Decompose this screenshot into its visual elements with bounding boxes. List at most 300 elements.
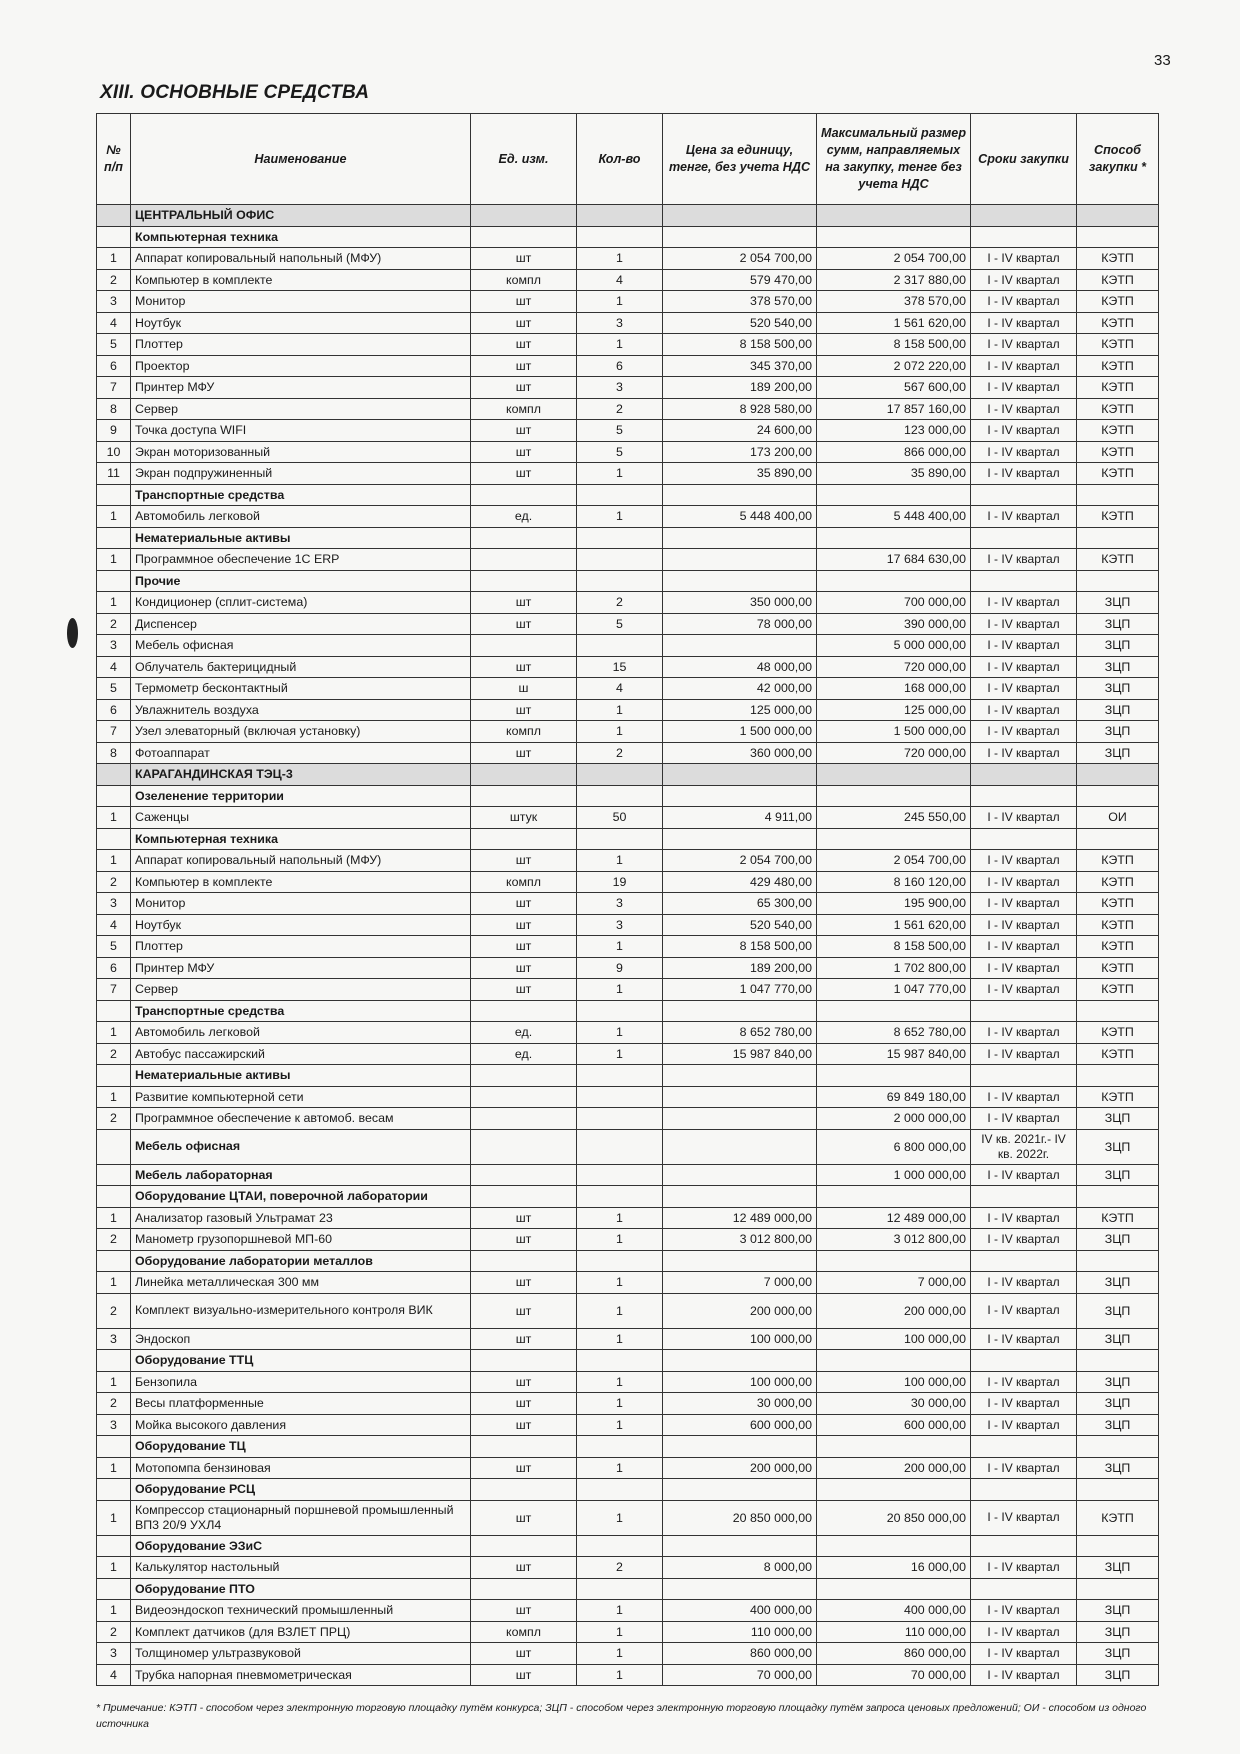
cell-price (663, 1578, 817, 1600)
cell-price: 35 890,00 (663, 463, 817, 485)
table-row (97, 355, 1159, 377)
cell-qty: 1 (577, 1500, 663, 1535)
cell-total: 2 000 000,00 (817, 1108, 971, 1130)
cell-total: 69 849 180,00 (817, 1086, 971, 1108)
table-row (97, 678, 1159, 700)
cell-period: I - IV квартал (971, 1621, 1077, 1643)
cell-name: Оборудование лаборатории металлов (131, 1250, 471, 1272)
cell-name: Принтер МФУ (131, 377, 471, 399)
cell-unit: компл (471, 721, 577, 743)
cell-price (663, 1065, 817, 1087)
cell-price (663, 1164, 817, 1186)
cell-name: Компьютерная техника (131, 828, 471, 850)
cell-period (971, 1250, 1077, 1272)
cell-total: 8 160 120,00 (817, 871, 971, 893)
cell-name: Озеленение территории (131, 785, 471, 807)
cell-price: 579 470,00 (663, 269, 817, 291)
cell-name: Анализатор газовый Ультрамат 23 (131, 1207, 471, 1229)
cell-period: I - IV квартал (971, 1272, 1077, 1294)
cell-qty (577, 764, 663, 786)
cell-total: 1 500 000,00 (817, 721, 971, 743)
cell-total: 7 000,00 (817, 1272, 971, 1294)
cell-price: 65 300,00 (663, 893, 817, 915)
cell-unit: шт (471, 1557, 577, 1579)
cell-qty: 1 (577, 334, 663, 356)
cell-period: I - IV квартал (971, 549, 1077, 571)
cell-name: Аппарат копировальный напольный (МФУ) (131, 850, 471, 872)
cell-price (663, 1436, 817, 1458)
table-row (97, 635, 1159, 657)
cell-method: ЗЦП (1077, 1293, 1159, 1328)
cell-price: 8 158 500,00 (663, 936, 817, 958)
cell-method (1077, 828, 1159, 850)
cell-name: Комплект визуально-измерительного контроля ВИК (131, 1293, 471, 1328)
cell-qty: 1 (577, 506, 663, 528)
cell-unit: шт (471, 936, 577, 958)
cell-name: Точка доступа WIFI (131, 420, 471, 442)
cell-name: Монитор (131, 893, 471, 915)
cell-total: 2 054 700,00 (817, 850, 971, 872)
cell-period: I - IV квартал (971, 506, 1077, 528)
cell-unit: ед. (471, 506, 577, 528)
cell-period: I - IV квартал (971, 721, 1077, 743)
page-number: 33 (1154, 52, 1171, 69)
cell-method: ЗЦП (1077, 1371, 1159, 1393)
cell-qty: 5 (577, 441, 663, 463)
cell-method: ЗЦП (1077, 1621, 1159, 1643)
cell-price: 520 540,00 (663, 312, 817, 334)
cell-num: 4 (97, 914, 131, 936)
cell-price: 20 850 000,00 (663, 1500, 817, 1535)
cell-total: 2 054 700,00 (817, 248, 971, 270)
cell-total: 100 000,00 (817, 1371, 971, 1393)
cell-unit (471, 1065, 577, 1087)
cell-name: Облучатель бактерицидный (131, 656, 471, 678)
cell-period (971, 570, 1077, 592)
cell-method: КЭТП (1077, 957, 1159, 979)
cell-period: I - IV квартал (971, 1500, 1077, 1535)
table-row (97, 1600, 1159, 1622)
table-row (97, 248, 1159, 270)
cell-num: 4 (97, 1664, 131, 1686)
table-row (97, 1621, 1159, 1643)
cell-num: 2 (97, 1293, 131, 1328)
cell-num: 6 (97, 957, 131, 979)
cell-unit: ш (471, 678, 577, 700)
cell-total (817, 1186, 971, 1208)
cell-qty: 50 (577, 807, 663, 829)
cell-unit: шт (471, 312, 577, 334)
cell-method: КЭТП (1077, 398, 1159, 420)
cell-price: 8 158 500,00 (663, 334, 817, 356)
cell-total (817, 1350, 971, 1372)
cell-qty: 1 (577, 699, 663, 721)
cell-qty: 1 (577, 291, 663, 313)
cell-qty (577, 635, 663, 657)
cell-qty: 3 (577, 914, 663, 936)
cell-price: 7 000,00 (663, 1272, 817, 1294)
cell-unit (471, 1535, 577, 1557)
cell-name: Комплект датчиков (для ВЗЛЕТ ПРЦ) (131, 1621, 471, 1643)
cell-unit: шт (471, 656, 577, 678)
cell-period: I - IV квартал (971, 269, 1077, 291)
cell-num: 8 (97, 398, 131, 420)
cell-period: I - IV квартал (971, 936, 1077, 958)
cell-num (97, 1350, 131, 1372)
cell-method (1077, 1436, 1159, 1458)
table-row (97, 1108, 1159, 1130)
cell-method: КЭТП (1077, 248, 1159, 270)
cell-num: 6 (97, 355, 131, 377)
cell-num: 3 (97, 1328, 131, 1350)
cell-price: 189 200,00 (663, 377, 817, 399)
cell-qty (577, 1479, 663, 1501)
cell-name: Аппарат копировальный напольный (МФУ) (131, 248, 471, 270)
header-qty: Кол-во (577, 114, 663, 205)
cell-price: 8 928 580,00 (663, 398, 817, 420)
cell-unit: шт (471, 1229, 577, 1251)
cell-name: Транспортные средства (131, 1000, 471, 1022)
cell-method: ЗЦП (1077, 721, 1159, 743)
cell-qty: 9 (577, 957, 663, 979)
cell-unit (471, 1164, 577, 1186)
cell-unit: шт (471, 1457, 577, 1479)
table-row (97, 549, 1159, 571)
cell-unit (471, 484, 577, 506)
cell-period: I - IV квартал (971, 1328, 1077, 1350)
cell-name: Увлажнитель воздуха (131, 699, 471, 721)
cell-period: I - IV квартал (971, 979, 1077, 1001)
cell-period: I - IV квартал (971, 1229, 1077, 1251)
cell-period: I - IV квартал (971, 441, 1077, 463)
cell-qty: 5 (577, 420, 663, 442)
cell-method: КЭТП (1077, 420, 1159, 442)
table-row (97, 506, 1159, 528)
cell-num (97, 1065, 131, 1087)
cell-qty: 1 (577, 463, 663, 485)
cell-method: ЗЦП (1077, 1108, 1159, 1130)
cell-num: 1 (97, 1557, 131, 1579)
cell-total: 200 000,00 (817, 1457, 971, 1479)
cell-qty (577, 570, 663, 592)
cell-total: 1 000 000,00 (817, 1164, 971, 1186)
cell-total: 110 000,00 (817, 1621, 971, 1643)
cell-total (817, 527, 971, 549)
cell-unit: шт (471, 699, 577, 721)
cell-unit: шт (471, 914, 577, 936)
table-row (97, 1500, 1159, 1535)
cell-qty: 3 (577, 377, 663, 399)
cell-name: Экран подпружиненный (131, 463, 471, 485)
cell-name: Развитие компьютерной сети (131, 1086, 471, 1108)
header-num: № п/п (97, 114, 131, 205)
cell-num: 2 (97, 613, 131, 635)
cell-qty (577, 1250, 663, 1272)
cell-name: Оборудование ПТО (131, 1578, 471, 1600)
cell-num (97, 828, 131, 850)
cell-total: 6 800 000,00 (817, 1129, 971, 1164)
cell-period: I - IV квартал (971, 850, 1077, 872)
section-row (97, 764, 1159, 786)
cell-method: ЗЦП (1077, 1600, 1159, 1622)
cell-name: Компьютер в комплекте (131, 269, 471, 291)
cell-period (971, 484, 1077, 506)
group-row (97, 1350, 1159, 1372)
header-period: Сроки закупки (971, 114, 1077, 205)
cell-num: 3 (97, 893, 131, 915)
cell-num: 1 (97, 1086, 131, 1108)
cell-qty: 1 (577, 248, 663, 270)
cell-method: ЗЦП (1077, 1414, 1159, 1436)
cell-num: 2 (97, 871, 131, 893)
cell-total (817, 1065, 971, 1087)
cell-period: I - IV квартал (971, 248, 1077, 270)
cell-num (97, 484, 131, 506)
cell-method: КЭТП (1077, 979, 1159, 1001)
cell-price (663, 764, 817, 786)
cell-unit: шт (471, 893, 577, 915)
header-total: Максимальный размер сумм, направляемых на закупку, тенге без учета НДС (817, 114, 971, 205)
cell-price: 110 000,00 (663, 1621, 817, 1643)
cell-method (1077, 1535, 1159, 1557)
cell-price (663, 1086, 817, 1108)
cell-num: 10 (97, 441, 131, 463)
cell-price: 8 000,00 (663, 1557, 817, 1579)
cell-name: Мебель лабораторная (131, 1164, 471, 1186)
cell-method: КЭТП (1077, 334, 1159, 356)
cell-total: 70 000,00 (817, 1664, 971, 1686)
cell-method: КЭТП (1077, 893, 1159, 915)
cell-qty: 4 (577, 269, 663, 291)
cell-total: 860 000,00 (817, 1643, 971, 1665)
cell-unit (471, 570, 577, 592)
cell-name: Узел элеваторный (включая установку) (131, 721, 471, 743)
cell-total: 866 000,00 (817, 441, 971, 463)
cell-unit (471, 1250, 577, 1272)
cell-qty: 2 (577, 1557, 663, 1579)
cell-num: 1 (97, 592, 131, 614)
cell-total: 12 489 000,00 (817, 1207, 971, 1229)
cell-total: 17 857 160,00 (817, 398, 971, 420)
cell-period: I - IV квартал (971, 334, 1077, 356)
cell-num: 1 (97, 1022, 131, 1044)
cell-unit: шт (471, 420, 577, 442)
cell-method: КЭТП (1077, 1086, 1159, 1108)
cell-name: КАРАГАНДИНСКАЯ ТЭЦ-3 (131, 764, 471, 786)
cell-num: 7 (97, 377, 131, 399)
cell-unit: шт (471, 957, 577, 979)
cell-period (971, 527, 1077, 549)
cell-name: Плоттер (131, 334, 471, 356)
cell-name: Мебель офисная (131, 1129, 471, 1164)
cell-method (1077, 570, 1159, 592)
table-row (97, 656, 1159, 678)
cell-period: I - IV квартал (971, 377, 1077, 399)
table-row (97, 312, 1159, 334)
cell-method: КЭТП (1077, 850, 1159, 872)
cell-total (817, 570, 971, 592)
cell-num: 3 (97, 1643, 131, 1665)
cell-qty: 6 (577, 355, 663, 377)
cell-method: КЭТП (1077, 914, 1159, 936)
cell-total: 8 158 500,00 (817, 334, 971, 356)
cell-name: Оборудование ТТЦ (131, 1350, 471, 1372)
table-row (97, 334, 1159, 356)
cell-name: Нематериальные активы (131, 1065, 471, 1087)
cell-num (97, 1535, 131, 1557)
cell-name: Оборудование ЦТАИ, поверочной лаборатории (131, 1186, 471, 1208)
cell-qty: 1 (577, 1328, 663, 1350)
cell-period: I - IV квартал (971, 893, 1077, 915)
cell-name: Прочие (131, 570, 471, 592)
cell-num: 7 (97, 721, 131, 743)
cell-price: 30 000,00 (663, 1393, 817, 1415)
cell-method: КЭТП (1077, 463, 1159, 485)
cell-unit: шт (471, 850, 577, 872)
cell-unit: штук (471, 807, 577, 829)
fixed-assets-table (96, 113, 1159, 1686)
table-row (97, 850, 1159, 872)
cell-period: I - IV квартал (971, 807, 1077, 829)
cell-qty: 1 (577, 1414, 663, 1436)
cell-name: Оборудование РСЦ (131, 1479, 471, 1501)
cell-qty (577, 1000, 663, 1022)
cell-name: ЦЕНТРАЛЬНЫЙ ОФИС (131, 205, 471, 227)
cell-period: I - IV квартал (971, 914, 1077, 936)
cell-name: Сервер (131, 979, 471, 1001)
cell-price: 2 054 700,00 (663, 850, 817, 872)
cell-unit (471, 828, 577, 850)
cell-method (1077, 527, 1159, 549)
table-row (97, 871, 1159, 893)
cell-qty: 1 (577, 1207, 663, 1229)
cell-total (817, 785, 971, 807)
table-row (97, 1229, 1159, 1251)
cell-unit (471, 785, 577, 807)
table-row (97, 420, 1159, 442)
cell-name: Видеоэндоскоп технический промышленный (131, 1600, 471, 1622)
cell-name: Весы платформенные (131, 1393, 471, 1415)
cell-total: 8 652 780,00 (817, 1022, 971, 1044)
cell-qty: 3 (577, 893, 663, 915)
cell-total (817, 205, 971, 227)
cell-price (663, 205, 817, 227)
table-row (97, 1207, 1159, 1229)
cell-qty: 1 (577, 936, 663, 958)
cell-unit: шт (471, 979, 577, 1001)
table-row (97, 1557, 1159, 1579)
cell-method (1077, 785, 1159, 807)
group-row (97, 785, 1159, 807)
cell-total: 35 890,00 (817, 463, 971, 485)
cell-price (663, 570, 817, 592)
table-row (97, 377, 1159, 399)
cell-period (971, 1000, 1077, 1022)
cell-total: 20 850 000,00 (817, 1500, 971, 1535)
cell-qty (577, 226, 663, 248)
cell-total: 195 900,00 (817, 893, 971, 915)
cell-price: 3 012 800,00 (663, 1229, 817, 1251)
cell-price: 8 652 780,00 (663, 1022, 817, 1044)
cell-price (663, 828, 817, 850)
cell-period: I - IV квартал (971, 1643, 1077, 1665)
header-price: Цена за единицу, тенге, без учета НДС (663, 114, 817, 205)
cell-num: 2 (97, 1621, 131, 1643)
cell-num: 2 (97, 1229, 131, 1251)
cell-method: ЗЦП (1077, 1643, 1159, 1665)
cell-name: Термометр бесконтактный (131, 678, 471, 700)
cell-method: ЗЦП (1077, 1229, 1159, 1251)
cell-total (817, 484, 971, 506)
footnote: * Примечание: КЭТП - способом через электронную торговую площадку путём конкурса; ЗЦП - способом через электронную торговую площадку путём запроса ценовых предложений; ОИ - способом из одного источника (96, 1702, 1147, 1730)
cell-qty: 1 (577, 1272, 663, 1294)
cell-method: КЭТП (1077, 549, 1159, 571)
cell-total: 123 000,00 (817, 420, 971, 442)
cell-qty: 19 (577, 871, 663, 893)
cell-unit: ед. (471, 1022, 577, 1044)
cell-num (97, 1250, 131, 1272)
table-row (97, 613, 1159, 635)
cell-price: 15 987 840,00 (663, 1043, 817, 1065)
cell-num (97, 1186, 131, 1208)
cell-num: 1 (97, 1371, 131, 1393)
cell-method: ЗЦП (1077, 613, 1159, 635)
cell-method: КЭТП (1077, 1022, 1159, 1044)
cell-period (971, 828, 1077, 850)
group-row (97, 1436, 1159, 1458)
cell-num: 1 (97, 506, 131, 528)
cell-total: 2 072 220,00 (817, 355, 971, 377)
cell-total: 8 158 500,00 (817, 936, 971, 958)
cell-unit: компл (471, 398, 577, 420)
cell-price (663, 1186, 817, 1208)
cell-period: I - IV квартал (971, 1393, 1077, 1415)
cell-qty (577, 1186, 663, 1208)
cell-unit (471, 635, 577, 657)
cell-name: Компьютерная техника (131, 226, 471, 248)
cell-name: Компрессор стационарный поршневой промышленный ВП3 20/9 УХЛ4 (131, 1500, 471, 1535)
cell-qty: 1 (577, 1393, 663, 1415)
cell-qty (577, 1065, 663, 1087)
cell-total: 200 000,00 (817, 1293, 971, 1328)
cell-num: 4 (97, 656, 131, 678)
table-row (97, 398, 1159, 420)
cell-name: Линейка металлическая 300 мм (131, 1272, 471, 1294)
cell-price: 400 000,00 (663, 1600, 817, 1622)
cell-qty: 15 (577, 656, 663, 678)
cell-unit: компл (471, 269, 577, 291)
cell-total (817, 1000, 971, 1022)
cell-method: ЗЦП (1077, 1664, 1159, 1686)
cell-unit (471, 764, 577, 786)
cell-num: 2 (97, 1393, 131, 1415)
cell-num: 2 (97, 269, 131, 291)
cell-unit: компл (471, 1621, 577, 1643)
cell-num: 1 (97, 807, 131, 829)
cell-price (663, 635, 817, 657)
cell-qty (577, 549, 663, 571)
cell-name: Автобус пассажирский (131, 1043, 471, 1065)
cell-name: Саженцы (131, 807, 471, 829)
cell-name: Автомобиль легковой (131, 506, 471, 528)
table-row (97, 742, 1159, 764)
table-row (97, 1272, 1159, 1294)
group-row (97, 828, 1159, 850)
cell-price (663, 1129, 817, 1164)
cell-method (1077, 205, 1159, 227)
cell-num (97, 1164, 131, 1186)
cell-method: ЗЦП (1077, 678, 1159, 700)
